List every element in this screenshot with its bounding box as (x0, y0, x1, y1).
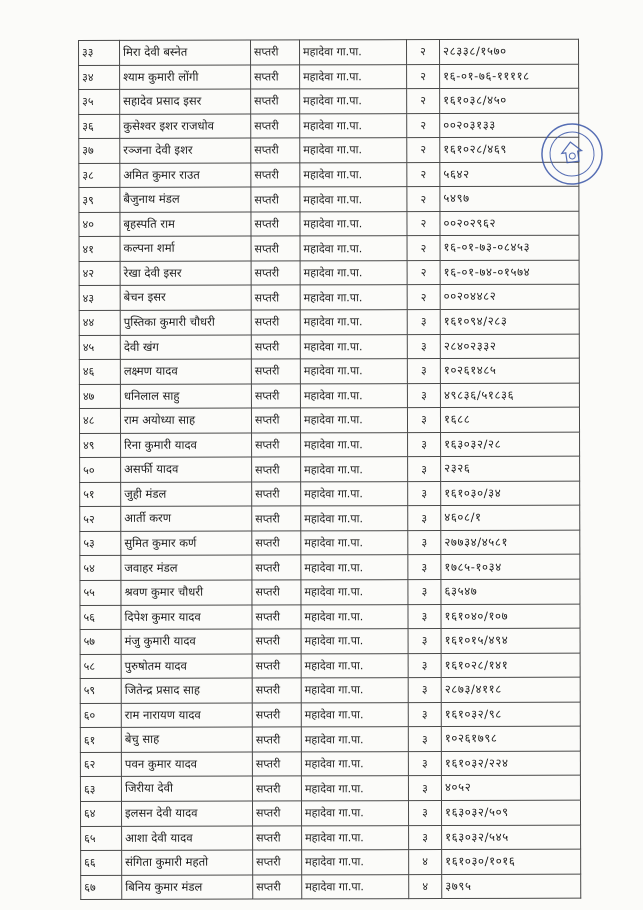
municipality-cell: महादेवा गा.पा. (301, 702, 408, 727)
serial-number-cell: ३६ (79, 114, 120, 139)
serial-number-cell: ५३ (80, 531, 121, 556)
serial-number-cell: ३५ (79, 89, 120, 114)
name-cell: अमित कुमार राउत (120, 163, 251, 188)
ward-cell: ३ (409, 825, 442, 850)
ward-cell: ४ (409, 850, 442, 875)
municipality-cell: महादेवा गा.पा. (302, 850, 409, 875)
municipality-cell: महादेवा गा.पा. (301, 555, 408, 580)
citizenship-number-cell: २७७३४/४५८१ (441, 530, 580, 555)
table-row (80, 506, 580, 532)
municipality-cell: महादेवा गा.पा. (301, 580, 408, 605)
district-cell: सप्तरी (251, 359, 300, 384)
table-row (79, 186, 579, 212)
ward-cell: २ (407, 236, 440, 261)
ward-cell: ३ (408, 702, 441, 727)
ward-cell: २ (407, 113, 440, 138)
ward-cell: २ (407, 40, 440, 65)
district-cell: सप्तरी (252, 678, 301, 703)
serial-number-cell: ४७ (79, 384, 120, 409)
table-row (79, 64, 579, 90)
table-row (80, 530, 580, 556)
district-cell: सप्तरी (252, 482, 301, 507)
serial-number-cell: ३८ (79, 163, 120, 188)
table-row (79, 137, 579, 163)
municipality-cell: महादेवा गा.पा. (301, 678, 408, 703)
serial-number-cell: ४९ (80, 433, 121, 458)
serial-number-cell: ५६ (80, 605, 121, 630)
serial-number-cell: ६१ (80, 728, 121, 753)
ward-cell: ४ (409, 874, 442, 899)
serial-number-cell: ६० (80, 703, 121, 728)
name-cell: श्याम कुमारी लोंगी (120, 65, 251, 90)
name-cell: रञ्जना देवी इशर (120, 138, 251, 163)
table-body (79, 39, 581, 899)
ward-cell: २ (407, 187, 440, 212)
municipality-cell: महादेवा गा.पा. (300, 285, 407, 310)
district-cell: सप्तरी (252, 752, 301, 777)
citizenship-number-cell: ६३५४७ (441, 579, 580, 604)
district-cell: सप्तरी (251, 163, 300, 188)
ward-cell: २ (407, 138, 440, 163)
municipality-cell: महादेवा गा.पा. (301, 432, 408, 457)
district-cell: सप्तरी (252, 457, 301, 482)
district-cell: सप्तरी (251, 187, 300, 212)
table-row (79, 407, 579, 433)
district-cell: सप्तरी (251, 285, 300, 310)
citizenship-number-cell: ४६०८/१ (441, 506, 580, 531)
ward-cell: ३ (408, 678, 441, 703)
table-row (79, 358, 579, 384)
table-row (81, 874, 581, 900)
citizenship-number-cell: २८४०२३३२ (440, 334, 579, 359)
district-cell: सप्तरी (252, 580, 301, 605)
serial-number-cell: ४८ (79, 409, 120, 434)
serial-number-cell: ३९ (79, 188, 120, 213)
citizenship-number-cell: ३७९५ (442, 874, 581, 899)
serial-number-cell: ५७ (80, 630, 121, 655)
name-cell: संगिता कुमारी महतो (122, 850, 253, 875)
citizenship-number-cell: १६३०३२/५४५ (442, 825, 581, 850)
district-cell: सप्तरी (251, 384, 300, 409)
municipality-cell: महादेवा गा.पा. (300, 408, 407, 433)
ward-cell: ३ (408, 555, 441, 580)
municipality-cell: महादेवा गा.पा. (301, 727, 408, 752)
table-row (81, 849, 581, 875)
ward-cell: ३ (408, 727, 441, 752)
citizenship-number-cell: १६-०१-७६-११११८ (440, 64, 579, 89)
serial-number-cell: ५० (80, 458, 121, 483)
name-cell: जिरीया देवी (121, 776, 252, 801)
district-cell: सप्तरी (251, 334, 300, 359)
ward-cell: २ (407, 89, 440, 114)
district-cell: सप्तरी (252, 506, 301, 531)
name-cell: दिपेश कुमार यादव (121, 605, 252, 630)
citizenship-number-cell: १६१०३०/१०१६ (442, 849, 581, 874)
municipality-cell: महादेवा गा.पा. (301, 481, 408, 506)
serial-number-cell: ६४ (80, 801, 121, 826)
citizenship-number-cell: ५४९७ (440, 186, 579, 211)
name-cell: रिना कुमारी यादव (121, 433, 252, 458)
municipality-cell: महादेवा गा.पा. (300, 334, 407, 359)
district-cell: सप्तरी (251, 114, 300, 139)
name-cell: आर्ती करण (121, 506, 252, 531)
citizenship-number-cell: १६१०३०/३४ (441, 481, 580, 506)
citizenship-number-cell: ००२०४४८२ (440, 285, 579, 310)
municipality-cell: महादेवा गा.पा. (301, 653, 408, 678)
serial-number-cell: ४३ (79, 286, 120, 311)
municipality-cell: महादेवा गा.पा. (300, 359, 407, 384)
name-cell: कुसेश्वर इशर राजधोव (120, 114, 251, 139)
municipality-cell: महादेवा गा.पा. (300, 64, 407, 89)
district-cell: सप्तरी (253, 850, 302, 875)
seal-inner-ring (547, 129, 597, 179)
name-cell: सुमित कुमार कर्ण (121, 531, 252, 556)
serial-number-cell: ६२ (80, 752, 121, 777)
citizenship-number-cell: १६१०३२/२२४ (441, 751, 580, 776)
ward-cell: २ (407, 260, 440, 285)
name-cell: पुरुषोतम यादव (121, 654, 252, 679)
office-seal-icon (536, 118, 608, 190)
municipality-cell: महादेवा गा.पा. (300, 40, 407, 65)
ward-cell: २ (407, 211, 440, 236)
citizenship-number-cell: १६३०३२/२८ (441, 432, 580, 457)
name-cell: बिनिय कुमार मंडल (122, 875, 253, 900)
citizenship-number-cell: २८७३/४११८ (441, 677, 580, 702)
district-cell: सप्तरी (251, 261, 300, 286)
citizenship-number-cell: १६१०१५/४९४ (441, 628, 580, 653)
ward-cell: २ (407, 162, 440, 187)
name-cell: मंजु कुमारी यादव (121, 629, 252, 654)
serial-number-cell: ३७ (79, 139, 120, 164)
name-cell: सहादेव प्रसाद इसर (120, 89, 251, 114)
table-row (79, 236, 579, 262)
citizenship-number-cell: १६१०९४/२८३ (440, 309, 579, 334)
name-cell: राम नारायण यादव (121, 703, 252, 728)
name-cell: पवन कुमार यादव (121, 752, 252, 777)
district-cell: सप्तरी (251, 138, 300, 163)
serial-number-cell: ५८ (80, 654, 121, 679)
citizenship-number-cell: १६१०२८/४६९ (440, 137, 579, 162)
municipality-cell: महादेवा गा.पा. (300, 383, 407, 408)
table-row (79, 334, 579, 360)
name-cell: लक्ष्मण यादव (120, 359, 251, 384)
table-row (80, 481, 580, 507)
citizenship-number-cell: १६८८ (440, 407, 579, 432)
name-cell: आशा देवी यादव (122, 826, 253, 851)
ward-cell: ३ (408, 580, 441, 605)
serial-number-cell: ४१ (79, 237, 120, 262)
district-cell: सप्तरी (252, 727, 301, 752)
citizenship-number-cell: ००२०२९६२ (440, 211, 579, 236)
table-row (80, 726, 580, 752)
serial-number-cell: ४५ (79, 335, 120, 360)
citizenship-number-cell: २३२६ (441, 456, 580, 481)
municipality-cell: महादेवा गा.पा. (300, 89, 407, 114)
table-row (80, 604, 580, 630)
municipality-cell: महादेवा गा.पा. (300, 138, 407, 163)
district-cell: सप्तरी (252, 433, 301, 458)
table-row (80, 751, 580, 777)
serial-number-cell: ६३ (80, 777, 121, 802)
municipality-cell: महादेवा गा.पा. (300, 187, 407, 212)
ward-cell: ३ (408, 481, 441, 506)
citizenship-number-cell: १६१०४०/१०७ (441, 604, 580, 629)
district-cell: सप्तरी (251, 212, 300, 237)
ward-cell: २ (407, 64, 440, 89)
table-row (79, 383, 579, 409)
citizenship-number-cell: ४०५२ (441, 776, 580, 801)
municipality-cell: महादेवा गा.पा. (301, 801, 408, 826)
citizenship-number-cell: १७८५-१०३४ (441, 555, 580, 580)
district-cell: सप्तरी (253, 875, 302, 900)
ward-cell: २ (407, 285, 440, 310)
citizenship-number-cell: ००२०३१३३ (440, 113, 579, 138)
district-cell: सप्तरी (251, 89, 300, 114)
citizenship-number-cell: १६-०१-७४-०१५७४ (440, 260, 579, 285)
table-row (80, 653, 580, 679)
name-cell: देवी खंग (120, 335, 251, 360)
name-cell: बृहस्पति राम (120, 212, 251, 237)
name-cell: धनिलाल साहु (120, 384, 251, 409)
serial-number-cell: ५१ (80, 482, 121, 507)
serial-number-cell: ४० (79, 212, 120, 237)
name-cell: रेखा देवी इसर (120, 261, 251, 286)
name-cell: कल्पना शर्मा (120, 236, 251, 261)
table-row (79, 309, 579, 335)
municipality-cell: महादेवा गा.पा. (300, 211, 407, 236)
citizenship-number-cell: ५६४२ (440, 162, 579, 187)
municipality-cell: महादेवा गा.पा. (301, 751, 408, 776)
name-cell: मिरा देवी बस्नेत (120, 40, 251, 65)
serial-number-cell: ५५ (80, 580, 121, 605)
municipality-cell: महादेवा गा.पा. (302, 874, 409, 899)
municipality-cell: महादेवा गा.पा. (300, 261, 407, 286)
citizenship-number-cell: १६१०२८/१४१ (441, 653, 580, 678)
seal-emblem-dot (569, 153, 576, 160)
ward-cell: ३ (407, 408, 440, 433)
serial-number-cell: ४४ (79, 310, 120, 335)
name-cell: बेचु साह (121, 727, 252, 752)
municipality-cell: महादेवा गा.पा. (300, 236, 407, 261)
district-cell: सप्तरी (251, 40, 300, 65)
municipality-cell: महादेवा गा.पा. (300, 310, 407, 335)
district-cell: सप्तरी (251, 310, 300, 335)
table-row (79, 162, 579, 188)
ward-cell: ३ (407, 334, 440, 359)
municipality-cell: महादेवा गा.पा. (301, 457, 408, 482)
serial-number-cell: ३४ (79, 65, 120, 90)
name-cell: बैजुनाथ मंडल (120, 187, 251, 212)
district-cell: सप्तरी (252, 703, 301, 728)
table-row (79, 211, 579, 237)
district-cell: सप्तरी (251, 236, 300, 261)
seal-outer-ring (538, 120, 606, 188)
citizenship-number-cell: ४९८३६/५१८३६ (440, 383, 579, 408)
municipality-cell: महादेवा गा.पा. (301, 629, 408, 654)
name-cell: श्रवण कुमार चौधरी (121, 580, 252, 605)
table-row (80, 702, 580, 728)
serial-number-cell: ५४ (80, 556, 121, 581)
municipality-cell: महादेवा गा.पा. (301, 776, 408, 801)
beneficiary-table (78, 39, 581, 900)
ward-cell: ३ (408, 751, 441, 776)
table-row (79, 39, 579, 65)
table-row (79, 88, 579, 114)
table-row (81, 825, 581, 851)
name-cell: जवाहर मंडल (121, 556, 252, 581)
citizenship-number-cell: १०२६१७९८ (441, 726, 580, 751)
table-row (80, 579, 580, 605)
serial-number-cell: ६६ (81, 850, 122, 875)
serial-number-cell: ५२ (80, 507, 121, 532)
name-cell: पुस्तिका कुमारी चौधरी (120, 310, 251, 335)
table-row (80, 456, 580, 482)
ward-cell: ३ (408, 801, 441, 826)
district-cell: सप्तरी (252, 654, 301, 679)
name-cell: राम अयोध्या साह (120, 408, 251, 433)
citizenship-number-cell: १६१०३२/९८ (441, 702, 580, 727)
district-cell: सप्तरी (252, 555, 301, 580)
municipality-cell: महादेवा गा.पा. (301, 604, 408, 629)
ward-cell: ३ (407, 383, 440, 408)
table-row (80, 432, 580, 458)
ward-cell: ३ (408, 604, 441, 629)
municipality-cell: महादेवा गा.पा. (301, 506, 408, 531)
table-row (80, 776, 580, 802)
municipality-cell: महादेवा गा.पा. (300, 113, 407, 138)
serial-number-cell: ४२ (79, 261, 120, 286)
name-cell: असर्फी यादव (121, 457, 252, 482)
district-cell: सप्तरी (253, 825, 302, 850)
serial-number-cell: ४६ (79, 359, 120, 384)
ward-cell: ३ (408, 629, 441, 654)
ward-cell: ३ (408, 457, 441, 482)
district-cell: सप्तरी (252, 604, 301, 629)
district-cell: सप्तरी (252, 531, 301, 556)
citizenship-number-cell: १६१०३८/४५० (440, 88, 579, 113)
name-cell: इलसन देवी यादव (121, 801, 252, 826)
district-cell: सप्तरी (251, 64, 300, 89)
serial-number-cell: ६७ (81, 875, 122, 900)
citizenship-number-cell: १६-०१-७३-०८४५३ (440, 236, 579, 261)
table-row (80, 677, 580, 703)
municipality-cell: महादेवा गा.पा. (302, 825, 409, 850)
citizenship-number-cell: १६३०३२/५०९ (441, 800, 580, 825)
table-row (80, 628, 580, 654)
serial-number-cell: ६५ (81, 826, 122, 851)
table-row (79, 260, 579, 286)
ward-cell: ३ (408, 506, 441, 531)
table-row (79, 113, 579, 139)
municipality-cell: महादेवा गा.पा. (300, 162, 407, 187)
citizenship-number-cell: १०२६१४८५ (440, 358, 579, 383)
name-cell: जितेन्द्र प्रसाद साह (121, 678, 252, 703)
ward-cell: ३ (407, 310, 440, 335)
name-cell: जुही मंडल (121, 482, 252, 507)
ward-cell: ३ (408, 432, 441, 457)
table-row (80, 555, 580, 581)
municipality-cell: महादेवा गा.पा. (301, 531, 408, 556)
table-row (80, 800, 580, 826)
table-row (79, 285, 579, 311)
seal-emblem (560, 141, 583, 164)
ward-cell: ३ (408, 653, 441, 678)
district-cell: सप्तरी (252, 801, 301, 826)
serial-number-cell: ३३ (79, 40, 120, 65)
citizenship-number-cell: २८३३८/१५७० (440, 39, 579, 64)
ward-cell: ३ (408, 776, 441, 801)
district-cell: सप्तरी (252, 629, 301, 654)
ward-cell: ३ (408, 530, 441, 555)
ward-cell: ३ (407, 359, 440, 384)
serial-number-cell: ५९ (80, 679, 121, 704)
district-cell: सप्तरी (251, 408, 300, 433)
name-cell: बेचन इसर (120, 286, 251, 311)
district-cell: सप्तरी (252, 776, 301, 801)
